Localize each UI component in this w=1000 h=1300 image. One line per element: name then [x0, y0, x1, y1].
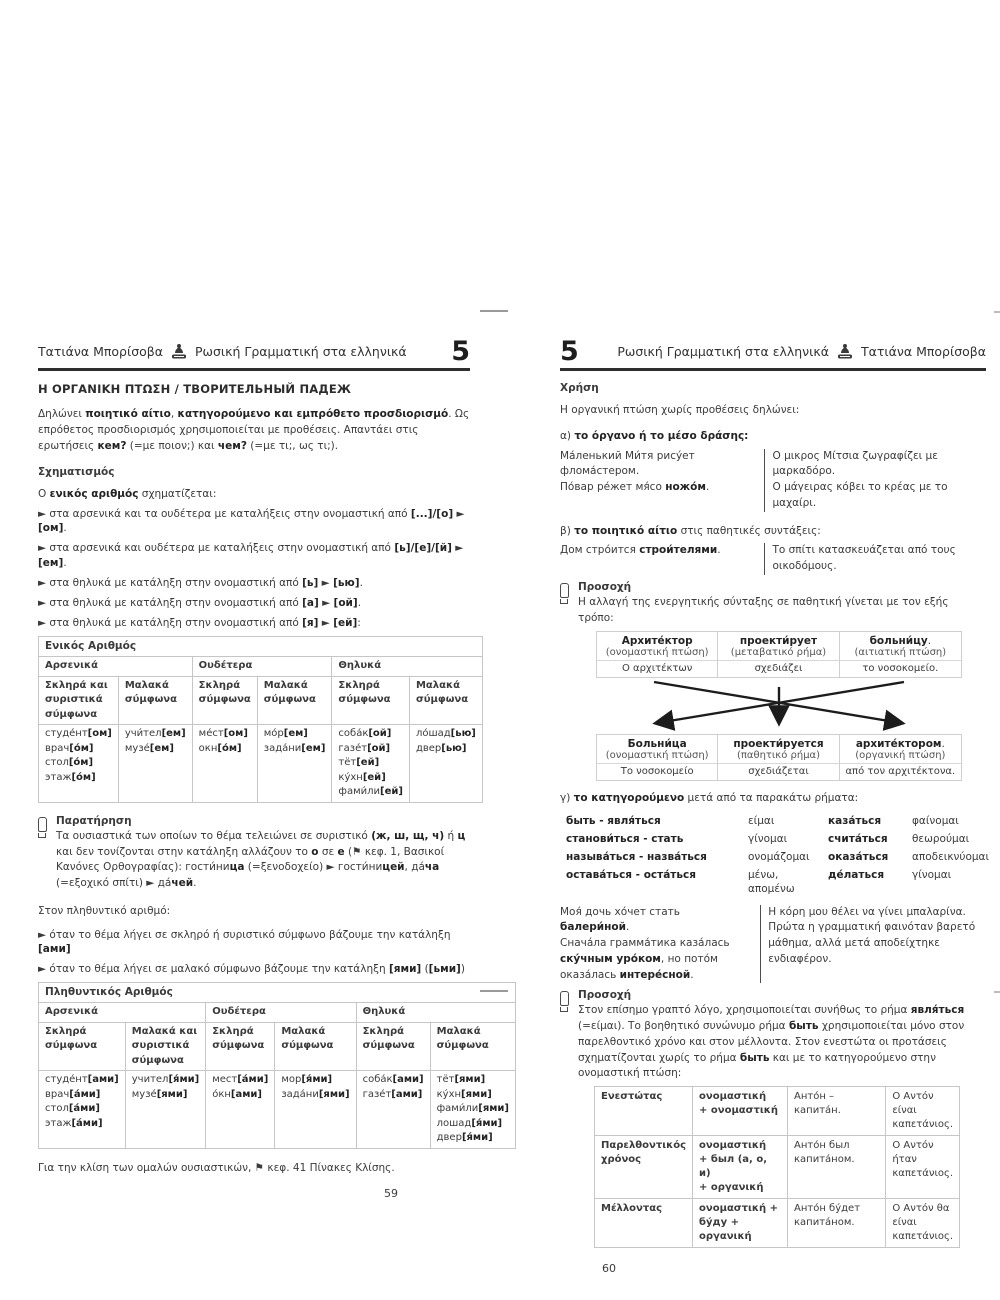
table-row: [595, 1199, 960, 1248]
singular-intro: Ο ενικός αριθμός σχηματίζεται:: [38, 488, 217, 501]
singular-bullet: ► στα αρσενικά και ουδέτερα με καταλήξεις στην ονομαστική από [ь]/[е]/[й] ► [ем].: [38, 542, 464, 569]
usage-intro: Η οργανική πτώση χωρίς προθέσεις δηλώνει:: [560, 404, 800, 416]
column-header: Μαλακά σύμφωνα: [430, 1022, 515, 1071]
tense-name: Ενεστώτας: [595, 1087, 693, 1136]
column-header: Μαλακά σύμφωνα: [275, 1022, 356, 1071]
gender-header: Ουδέτερα: [192, 657, 332, 677]
tense-pattern: ονομαστική + ονομαστική: [693, 1087, 788, 1136]
attention-body: Στον επίσημο γραπτό λόγο, χρησιμοποιείται συνήθως το ρήμα явля́ться (=είμαι). Το βοηθητικό συνώνυμο ρήμα быть χρησιμοποιείται μόνο στον παρελθοντικό χρόνο και στον μέλλοντα. Στον ενεστώτα οι προτάσεις σχηματίζονται χωρίς το ρήμα быть και με το κατηγορούμενο στην ονομαστική πτώση:: [578, 1004, 965, 1080]
diagram-cell: проекти́руется (παθητικό ρήμα) σχεδιάζεται: [718, 735, 839, 780]
note-icon: [38, 817, 47, 892]
verb-item: называ́ться - назва́ться: [566, 851, 707, 864]
gender-header: Αρσενικά: [39, 657, 193, 677]
column-header: Σκληρά σύμφωνα: [206, 1022, 275, 1071]
column-header: Μαλακά και συριστικά σύμφωνα: [125, 1022, 205, 1071]
diagram-cell: Больни́ца (ονομαστική πτώση) Το νοσοκομείο: [597, 735, 718, 780]
chapter-number: 5: [560, 336, 579, 367]
formation-heading: Σχηματισμός: [38, 466, 115, 479]
table-cell: мо́р[ем] зада́ни[ем]: [257, 725, 332, 803]
section-title: Η ΟΡΓΑΝΙΚΗ ΠΤΩΣΗ / ТВОРИТЕЛЬНЫЙ ПАДЕЖ: [38, 382, 352, 396]
remark-note: [38, 815, 470, 892]
gender-header: Αρσενικά: [39, 1003, 206, 1023]
column-header: Σκληρά και συριστικά σύμφωνα: [39, 676, 119, 725]
transformation-arrows: [596, 679, 962, 733]
table-cell: студе́нт[ом] врач[о́м] стол[о́м] этаж[о́м]: [39, 725, 119, 803]
page-number: 60: [602, 1262, 616, 1276]
column-header: Σκληρά σύμφωνα: [192, 676, 257, 725]
diagram-cell: больни́цу. (αιτιατική πτώση) το νοσοκομείο.: [840, 632, 961, 677]
verb-item: быть - явля́ться: [566, 815, 661, 827]
tense-pattern: ονομαστική + был (а, о, и) + οργανική: [693, 1136, 788, 1199]
verb-item: μένω, απομένω: [748, 869, 795, 896]
example-russian: Моя́ дочь хо́чет стать балери́ной. Снача́ла грамма́тика каза́лась ску́чным уро́ком, но пото́м оказа́лась интере́сной.: [560, 905, 730, 981]
tense-name: Παρελθοντικός χρόνος: [595, 1136, 693, 1199]
column-header: Μαλακά σύμφωνα: [409, 676, 482, 725]
plural-bullet: ► όταν το θέμα λήγει σε σκληρό ή συριστικό σύμφωνο βάζουμε την κατάληξη [ами]: [38, 928, 451, 955]
verb-item: αποδεικνύομαι: [912, 851, 990, 864]
tense-example-ru: Анто́н – капита́н.: [788, 1087, 886, 1136]
singular-bullet: ► στα θηλυκά με κατάληξη στην ονομαστική από [ь] ► [ью].: [38, 576, 363, 589]
book-title: Ρωσική Γραμματική στα ελληνικά: [617, 344, 830, 359]
author-name: Τατιάνα Μπορίσοβα: [861, 344, 986, 359]
edge-crop-mark-top: [994, 311, 1000, 313]
right-page: [560, 336, 990, 1276]
verb-item: остава́ться - оста́ться: [566, 869, 696, 882]
attention-note: [560, 989, 986, 1082]
passive-sentence-box: [596, 734, 962, 781]
table-title: Πληθυντικός Αριθμός: [39, 983, 516, 1003]
gender-header: Θηλυκά: [356, 1003, 515, 1023]
table-title: Ενικός Αριθμός: [39, 637, 483, 657]
gender-header: Θηλυκά: [332, 657, 482, 677]
table-cell: мест[а́ми] о́кн[ами]: [206, 1071, 275, 1149]
tense-name: Μέλλοντας: [595, 1199, 693, 1248]
verb-item: φαίνομαι: [912, 815, 959, 827]
diagram-cell: проекти́рует (μεταβατικό ρήμα) σχεδιάζει: [718, 632, 839, 677]
right-page-header: [560, 338, 986, 371]
diagram-cell: Архите́ктор (ονομαστική πτώση) Ο αρχιτέκτων: [597, 632, 718, 677]
verb-item: оказа́ться: [828, 851, 889, 864]
note-body: Τα ουσιαστικά των οποίων το θέμα τελειώνει σε συριστικό (ж, ш, щ, ч) ή ц και δεν τονίζονται στην κατάληξη αλλάζουν το о σε е (⚑ κεφ. 1, Βασικοί Κανόνες Ορθογραφίας): гости́ница (=ξενοδοχείο) ► гости́ницей, да́ча (=εξοχικό σπίτι) ► да́чей.: [56, 829, 466, 890]
attention-heading: Προσοχή: [578, 989, 632, 1002]
verb-item: станови́ться - стать: [566, 833, 684, 846]
table-cell: учител[я́ми] музе́[ями]: [125, 1071, 205, 1149]
section-c-heading: γ) το κατηγορούμενο μετά από τα παρακάτω ρήματα:: [560, 792, 859, 805]
intro-paragraph: Δηλώνει ποιητικό αίτιο, κατηγορούμενο και εμπρόθετο προσδιορισμό. Ως επρόθετος προσδιορισμός χρησιμοποιείται με προθέσεις. Απαντάει στις ερωτήσεις кем? (=με ποιον;) και чем? (=με τι;, ως τι;).: [38, 408, 470, 452]
table-cell: соба́к[ой] газе́т[ой] тёт[ей] ку́хн[ей] фами́ли[ей]: [332, 725, 410, 803]
verb-item: каза́ться: [828, 815, 882, 827]
tense-example-el: Ο Αντόν θα είναι καπετάνιος.: [886, 1199, 960, 1248]
verb-item: θεωρούμαι: [912, 833, 970, 846]
table-cell: ме́ст[ом] окн[о́м]: [192, 725, 257, 803]
attention-icon: [560, 991, 569, 1082]
verb-item: счита́ться: [828, 833, 888, 846]
cross-reference: Για την κλίση των ομαλών ουσιαστικών, ⚑ κεφ. 41 Πίνακες Κλίσης.: [38, 1161, 395, 1174]
edge-crop-mark-bottom: [994, 991, 1000, 993]
column-header: Μαλακά σύμφωνα: [118, 676, 192, 725]
diagram-cell: архите́ктором. (οργανική πτώση) από τον αρχιτέκτονα.: [840, 735, 961, 780]
example-block-c: [560, 905, 986, 984]
plural-bullet: ► όταν το θέμα λήγει σε μαλακό σύμφωνο βάζουμε την κατάληξη [ями] ([ьми]): [38, 963, 465, 976]
book-title: Ρωσική Γραμματική στα ελληνικά: [194, 344, 407, 359]
author-name: Τατιάνα Μπορίσοβα: [38, 344, 163, 359]
singular-bullet: ► στα θηλυκά με κατάληξη στην ονομαστική από [я] ► [ей]:: [38, 617, 361, 630]
plural-table: [38, 982, 516, 1149]
verb-item: де́латься: [828, 869, 885, 882]
verb-item: είμαι: [748, 815, 775, 827]
verb-item: γίνομαι: [912, 869, 952, 882]
verb-item: ονομάζομαι: [748, 851, 810, 864]
usage-heading: Χρήση: [560, 382, 599, 394]
tense-table: [594, 1086, 960, 1248]
table-cell: учи́тел[ем] музе́[ем]: [118, 725, 192, 803]
attention-icon: [560, 583, 569, 627]
column-header: Σκληρά σύμφωνα: [356, 1022, 430, 1071]
publisher-logo-icon: [170, 343, 188, 360]
singular-bullet: ► στα αρσενικά και τα ουδέτερα με καταλήξεις στην ονομαστική από [...]/[о] ► [ом].: [38, 508, 465, 535]
example-russian: Ма́ленький Ми́тя рису́ет флома́стером. По́вар ре́жет мя́со ножо́м.: [560, 449, 710, 493]
table-cell: тёт[ями] ку́хн[ями] фами́ли[ями] лошад[я́ми] двер[я́ми]: [430, 1071, 515, 1149]
example-greek: Η κόρη μου θέλει να γίνει μπαλαρίνα. Πρώτα η γραμματική φαινόταν βαρετό μάθημα, αλλά μετά αποδείχτηκε ενδιαφέρον.: [760, 905, 986, 984]
example-russian: Дом стро́ится строи́телями.: [560, 544, 721, 557]
verb-item: γίνομαι: [748, 833, 788, 846]
section-a-heading: α) το όργανο ή το μέσο δράσης:: [560, 429, 749, 442]
tense-example-ru: Анто́н был капита́ном.: [788, 1136, 886, 1199]
table-cell: соба́к[ами] газе́т[ами]: [356, 1071, 430, 1149]
attention-body: Η αλλαγή της ενεργητικής σύνταξης σε παθητική γίνεται με τον εξής τρόπο:: [578, 595, 949, 624]
active-sentence-box: [596, 631, 962, 678]
tense-example-el: Ο Αντόν είναι καπετάνιος.: [886, 1087, 960, 1136]
chapter-number: 5: [451, 336, 470, 367]
column-header: Σκληρά σύμφωνα: [39, 1022, 126, 1071]
example-block-a: [560, 449, 986, 512]
note-heading: Παρατήρηση: [56, 814, 132, 827]
singular-table: [38, 636, 483, 803]
singular-bullet: ► στα θηλυκά με κατάληξη στην ονομαστική από [а] ► [ой].: [38, 596, 362, 609]
tense-example-el: Ο Αντόν ήταν καπετάνιος.: [886, 1136, 960, 1199]
left-page-header: [38, 338, 470, 371]
voice-transformation-diagram: [596, 631, 962, 781]
column-header: Σκληρά σύμφωνα: [332, 676, 410, 725]
left-page: [38, 336, 509, 1200]
tense-example-ru: Анто́н бу́дет капита́ном.: [788, 1199, 886, 1248]
table-cell: ло́шад[ью] двер[ью]: [409, 725, 482, 803]
center-crop-mark-top: [480, 310, 508, 312]
gender-header: Ουδέτερα: [206, 1003, 356, 1023]
page-number: 59: [384, 1186, 398, 1200]
attention-note: [560, 581, 986, 627]
table-cell: студе́нт[ами] врач[а́ми] стол[а́ми] этаж[а́ми]: [39, 1071, 126, 1149]
table-row: [595, 1136, 960, 1199]
example-block-b: [560, 543, 986, 575]
example-greek: Ο μικρος Μίτσια ζωγραφίζει με μαρκαδόρο. Ο μάγειρας κόβει το κρέας με το μαχαίρι.: [764, 449, 986, 512]
column-header: Μαλακά σύμφωνα: [257, 676, 332, 725]
verb-list: [566, 815, 990, 897]
table-row: [595, 1087, 960, 1136]
section-b-heading: β) το ποιητικό αίτιο στις παθητικές συντάξεις:: [560, 524, 821, 537]
tense-pattern: ονομαστική + бу́ду + οργανική: [693, 1199, 788, 1248]
example-greek: Το σπίτι κατασκευάζεται από τους οικοδόμους.: [764, 543, 986, 575]
plural-intro: Στον πληθυντικό αριθμό:: [38, 904, 171, 917]
attention-heading: Προσοχή: [578, 580, 632, 593]
table-cell: мор[я́ми] зада́ни[ями]: [275, 1071, 356, 1149]
publisher-logo-icon: [836, 343, 854, 360]
